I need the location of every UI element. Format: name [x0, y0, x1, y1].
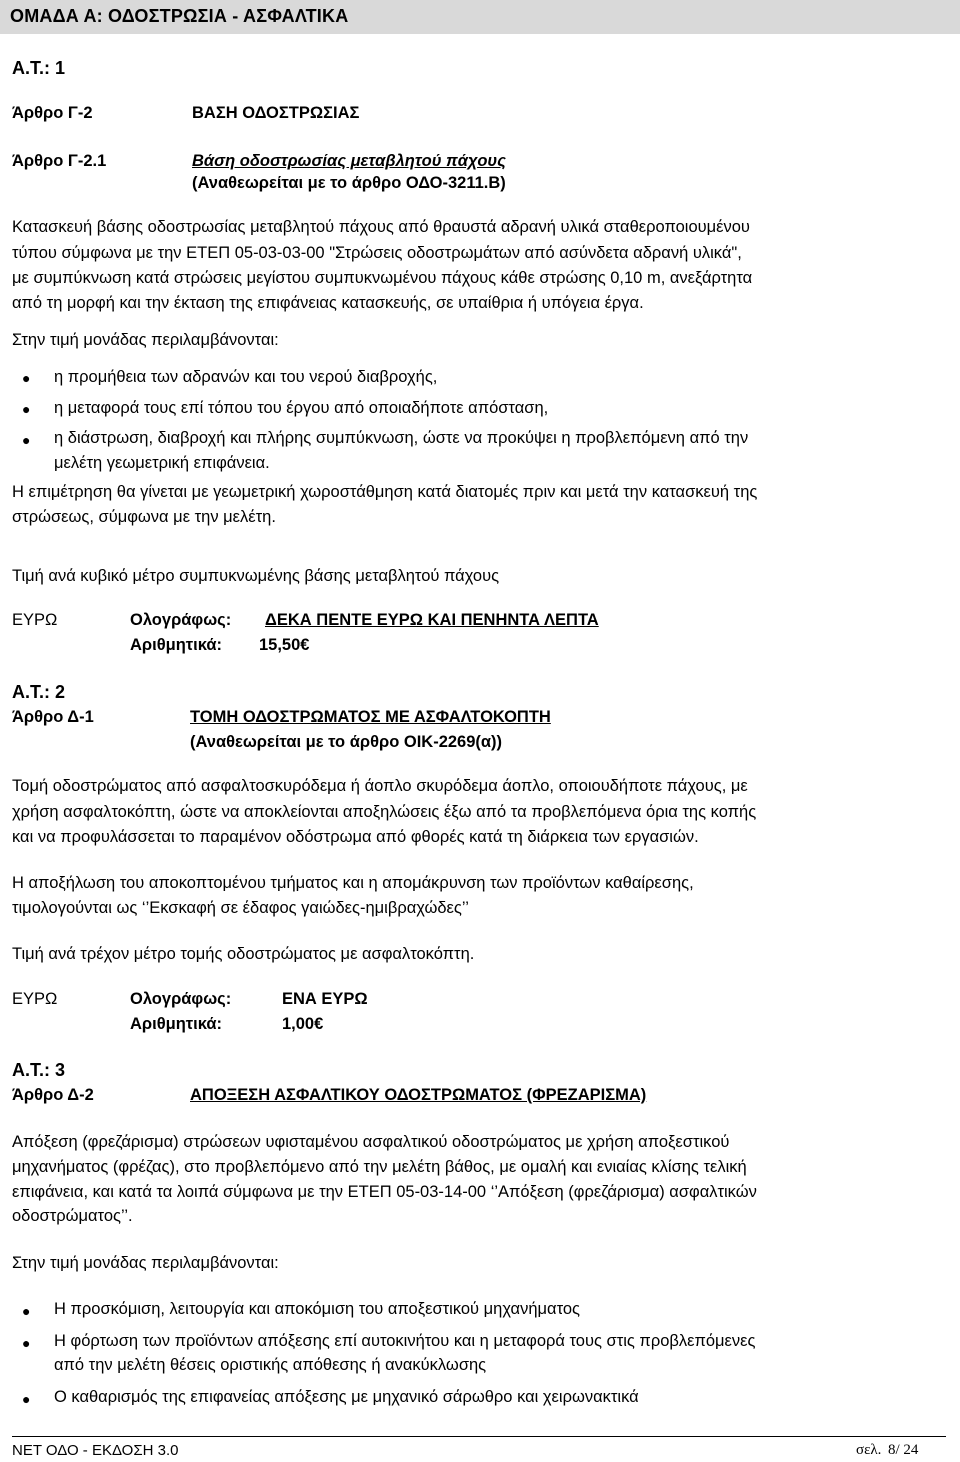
item3-desc-line: Απόξεση (φρεζάρισμα) στρώσεων υφισταμένου ασφαλτικού οδοστρώματος με χρήση αποξεστικού: [12, 1133, 730, 1151]
page-title: ΟΜΑΔΑ Α: ΟΔΟΣΤΡΩΣΙΑ - ΑΣΦΑΛΤΙΚΑ: [10, 6, 349, 26]
footer-divider: [12, 1436, 946, 1437]
item1-include: η προμήθεια των αδρανών και του νερού διαβροχής,: [54, 368, 438, 386]
item1-desc-line: από τη μορφή και την έκταση της επιφάνειας κατασκευής, σε υπαίθρια ή υπόγεια έργα.: [12, 294, 644, 312]
item1-desc-line: με συμπύκνωση κατά στρώσεις μεγίστου συμπυκνωμένου πάχους κάθε στρώσης 0,10 m, ανεξάρτητα: [12, 269, 753, 287]
item3-desc-line: μηχανήματος (φρέζας), στο προβλεπόμενο από την μελέτη βάθος, με ομαλή και ενιαίας κλίσης τελική: [12, 1158, 747, 1176]
item2-numeric-label: Αριθμητικά:: [130, 1015, 223, 1033]
item3-includes-intro: Στην τιμή μονάδας περιλαμβάνονται:: [12, 1254, 279, 1272]
item1-words-value: ΔΕΚΑ ΠΕΝΤΕ ΕΥΡΩ ΚΑΙ ΠΕΝΗΝΤΑ ΛΕΠΤΑ: [265, 611, 599, 629]
item2-at: Α.Τ.: 2: [12, 682, 66, 702]
item3-include: από την μελέτη θέσεις οριστικής απόθεσης ή ανακύκλωσης: [54, 1356, 487, 1374]
item2-removal: Η αποξήλωση του αποκοπτομένου τμήματος και η απομάκρυνση των προϊόντων καθαίρεσης,: [12, 874, 694, 892]
item1-sub-label: Άρθρο Γ-2.1: [12, 152, 107, 170]
item1-price-text: Τιμή ανά κυβικό μέτρο συμπυκνωμένης βάσης μεταβλητού πάχους: [12, 567, 500, 585]
bullet-icon: ●: [22, 432, 31, 448]
item3-include: Ο καθαρισμός της επιφανείας απόξεσης με μηχανικό σάρωθρο και χειρωνακτικά: [54, 1388, 639, 1406]
item1-numeric-value: 15,50€: [259, 636, 310, 654]
item3-include: Η προσκόμιση, λειτουργία και αποκόμιση του αποξεστικού μηχανήματος: [54, 1300, 580, 1318]
item1-article-title: ΒΑΣΗ ΟΔΟΣΤΡΩΣΙΑΣ: [192, 104, 360, 122]
item1-include: μελέτη γεωμετρική επιφάνεια.: [54, 454, 270, 472]
item2-words-label: Ολογράφως:: [130, 990, 232, 1008]
bullet-icon: ●: [22, 401, 31, 417]
item3-article-title: ΑΠΟΞΕΣΗ ΑΣΦΑΛΤΙΚΟΥ ΟΔΟΣΤΡΩΜΑΤΟΣ (ΦΡΕΖΑΡΙΣΜΑ): [190, 1086, 647, 1104]
bullet-icon: ●: [22, 1335, 31, 1351]
item3-include: Η φόρτωση των προϊόντων απόξεσης επί αυτοκινήτου και η μεταφορά τους στις προβλεπόμενες: [54, 1332, 756, 1350]
item1-numeric-label: Αριθμητικά:: [130, 636, 223, 654]
footer-page-number: 8/ 24: [888, 1442, 919, 1458]
item2-currency: ΕΥΡΩ: [12, 990, 58, 1008]
item3-desc-line: επιφάνεια, και κατά τα λοιπά σύμφωνα με την ΕΤΕΠ 05-03-14-00 ‘’Απόξεση (φρεζάρισμα) ασφαλτικών: [12, 1183, 757, 1201]
item2-desc-line: Τομή οδοστρώματος από ασφαλτοσκυρόδεμα ή άοπλο σκυρόδεμα άοπλο, οποιουδήποτε πάχους, με: [12, 777, 748, 795]
bullet-icon: ●: [22, 370, 31, 386]
item1-currency: ΕΥΡΩ: [12, 611, 58, 629]
item3-desc-line: οδοστρώματος’’.: [12, 1207, 133, 1225]
item2-desc-line: χρήση ασφαλτοκόπτη, ώστε να αποκλείονται αποξηλώσεις έξω από τα προβλεπόμενα όρια της κοπής: [12, 803, 757, 821]
item1-article-label: Άρθρο Γ-2: [12, 104, 93, 122]
item1-at: Α.Τ.: 1: [12, 58, 66, 78]
item2-ref: (Αναθεωρείται με το άρθρο ΟΙΚ-2269(α)): [190, 733, 503, 751]
item2-desc-line: και να προφυλάσσεται το παραμένον οδόστρωμα από φθορές κατά τη διάρκεια των εργασιών.: [12, 828, 699, 846]
item1-measurement: στρώσεως, σύμφωνα με την μελέτη.: [12, 508, 276, 526]
item2-article-title: ΤΟΜΗ ΟΔΟΣΤΡΩΜΑΤΟΣ ΜΕ ΑΣΦΑΛΤΟΚΟΠΤΗ: [190, 708, 551, 726]
footer-left: ΝΕΤ ΟΔΟ - ΕΚΔΟΣΗ 3.0: [12, 1442, 179, 1459]
item1-desc-line: τύπου σύμφωνα με την ΕΤΕΠ 05-03-03-00 "Στρώσεις οδοστρωμάτων από ασύνδετα αδρανή υλικά",: [12, 244, 742, 262]
item1-include: η μεταφορά τους επί τόπου του έργου από οποιαδήποτε απόσταση,: [54, 399, 549, 417]
bullet-icon: ●: [22, 1303, 31, 1319]
item2-numeric-value: 1,00€: [282, 1015, 324, 1033]
item1-ref: (Αναθεωρείται με το άρθρο ΟΔΟ-3211.Β): [192, 174, 506, 192]
item1-measurement: Η επιμέτρηση θα γίνεται με γεωμετρική χωροστάθμηση κατά διατομές πριν και μετά την κατασκευή της: [12, 483, 758, 501]
item2-article-label: Άρθρο Δ-1: [12, 708, 94, 726]
item1-desc-line: Κατασκευή βάσης οδοστρωσίας μεταβλητού πάχους από θραυστά αδρανή υλικά σταθεροποιουμένου: [12, 218, 750, 236]
item2-words-value: ΕΝΑ ΕΥΡΩ: [282, 990, 368, 1008]
item2-removal: τιμολογούνται ως ‘’Εκσκαφή σε έδαφος γαιώδες-ημιβραχώδες’’: [12, 899, 469, 917]
item1-includes-intro: Στην τιμή μονάδας περιλαμβάνονται:: [12, 331, 279, 349]
item3-at: Α.Τ.: 3: [12, 1060, 66, 1080]
footer-page-prefix: σελ.: [856, 1442, 882, 1458]
item1-words-label: Ολογράφως:: [130, 611, 232, 629]
item1-sub-title: Βάση οδοστρωσίας μεταβλητού πάχους: [192, 152, 506, 170]
item1-include: η διάστρωση, διαβροχή και πλήρης συμπύκνωση, ώστε να προκύψει η προβλεπόμενη από την: [54, 429, 749, 447]
bullet-icon: ●: [22, 1391, 31, 1407]
item3-article-label: Άρθρο Δ-2: [12, 1086, 94, 1104]
item2-price-text: Τιμή ανά τρέχον μέτρο τομής οδοστρώματος με ασφαλτοκόπτη.: [12, 945, 475, 963]
